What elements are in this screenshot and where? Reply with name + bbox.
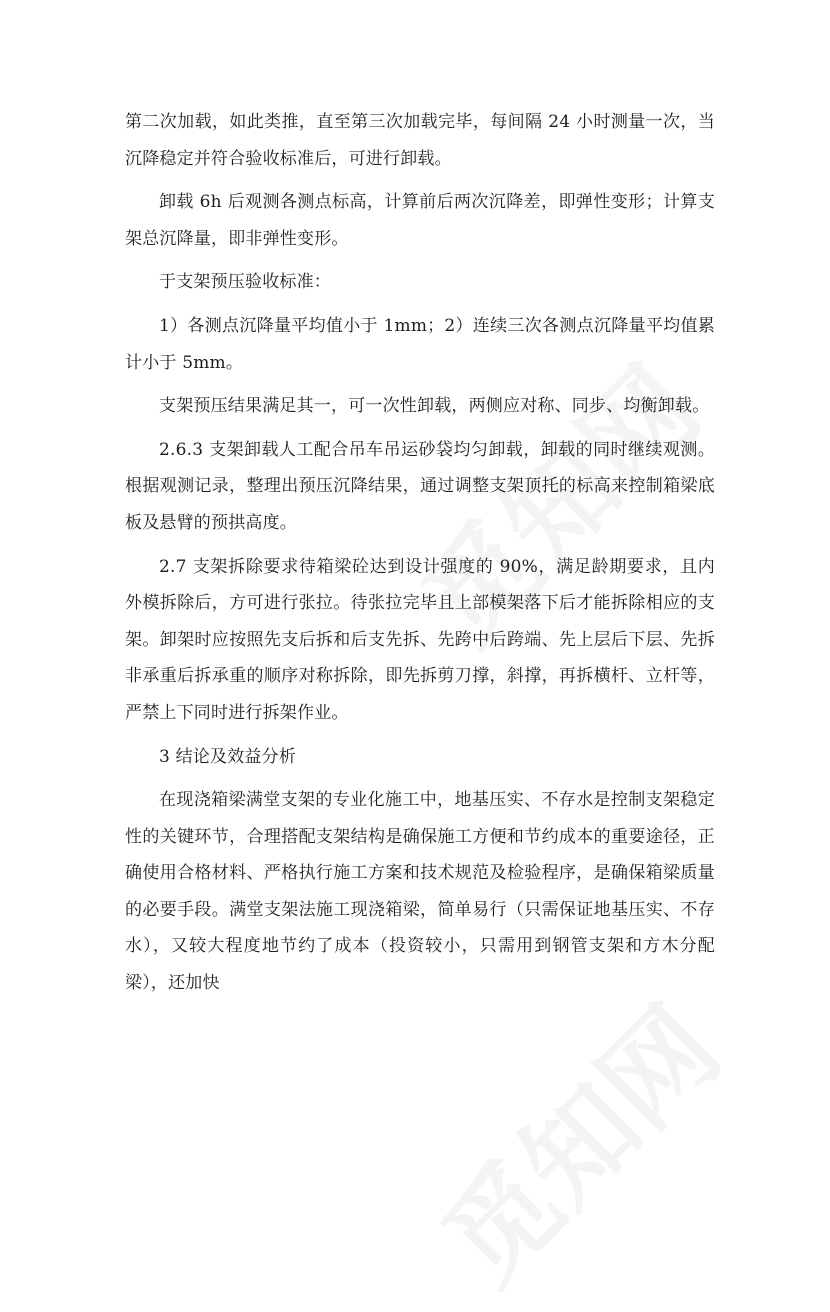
paragraph-unloading: 卸载 6h 后观测各测点标高，计算前后两次沉降差，即弹性变形；计算支架总沉降量，即非弹性变形。 xyxy=(125,192,715,249)
paragraph-acceptance-heading: 于支架预压验收标准： xyxy=(159,272,331,293)
paragraph-continuation: 第二次加载，如此类推，直至第三次加载完毕，每间隔 24 小时测量一次，当沉降稳定并符合验收标准后，可进行卸载。 xyxy=(125,112,715,169)
section-heading-conclusion: 3 结论及效益分析 xyxy=(159,746,297,767)
paragraph-conclusion: 在现浇箱梁满堂支架的专业化施工中，地基压实、不存水是控制支架稳定性的关键环节，合理搭配支架结构是确保施工方便和节约成本的重要途径，正确使用合格材料、严格执行施工方案和技术规范及检验程序，是确保箱梁质量的必要手段。满堂支架法施工现浇箱梁，简单易行（只需保证地基压实、不存水），又较大程度地节约了成本（投资较小，只需用到钢管支架和方木分配梁），还加快 xyxy=(125,790,715,994)
paragraph-section-2-6-3: 2.6.3 支架卸载人工配合吊车吊运砂袋均匀卸载，卸载的同时继续观测。根据观测记录，整理出预压沉降结果，通过调整支架顶托的标高来控制箱梁底板及悬臂的预拱高度。 xyxy=(125,439,715,533)
paragraph-one-time-unload: 支架预压结果满足其一，可一次性卸载，两侧应对称、同步、均衡卸载。 xyxy=(159,396,710,417)
body-text xyxy=(125,104,715,1002)
watermark xyxy=(402,966,747,1311)
paragraph-acceptance-criteria: 1）各测点沉降量平均值小于 1mm；2）连续三次各测点沉降量平均值累计小于 5mm。 xyxy=(125,315,715,373)
paragraph-section-2-7: 2.7 支架拆除要求待箱梁砼达到设计强度的 90%，满足龄期要求，且内外模拆除后，方可进行张拉。待张拉完毕且上部模架落下后才能拆除相应的支架。卸架时应按照先支后拆和后支先拆、先跨中后跨端、先上层后下层、先拆非承重后拆承重的顺序对称拆除，即先拆剪刀撑，斜撑，再拆横杆、立杆等，严禁上下同时进行拆架作业。 xyxy=(125,556,715,723)
